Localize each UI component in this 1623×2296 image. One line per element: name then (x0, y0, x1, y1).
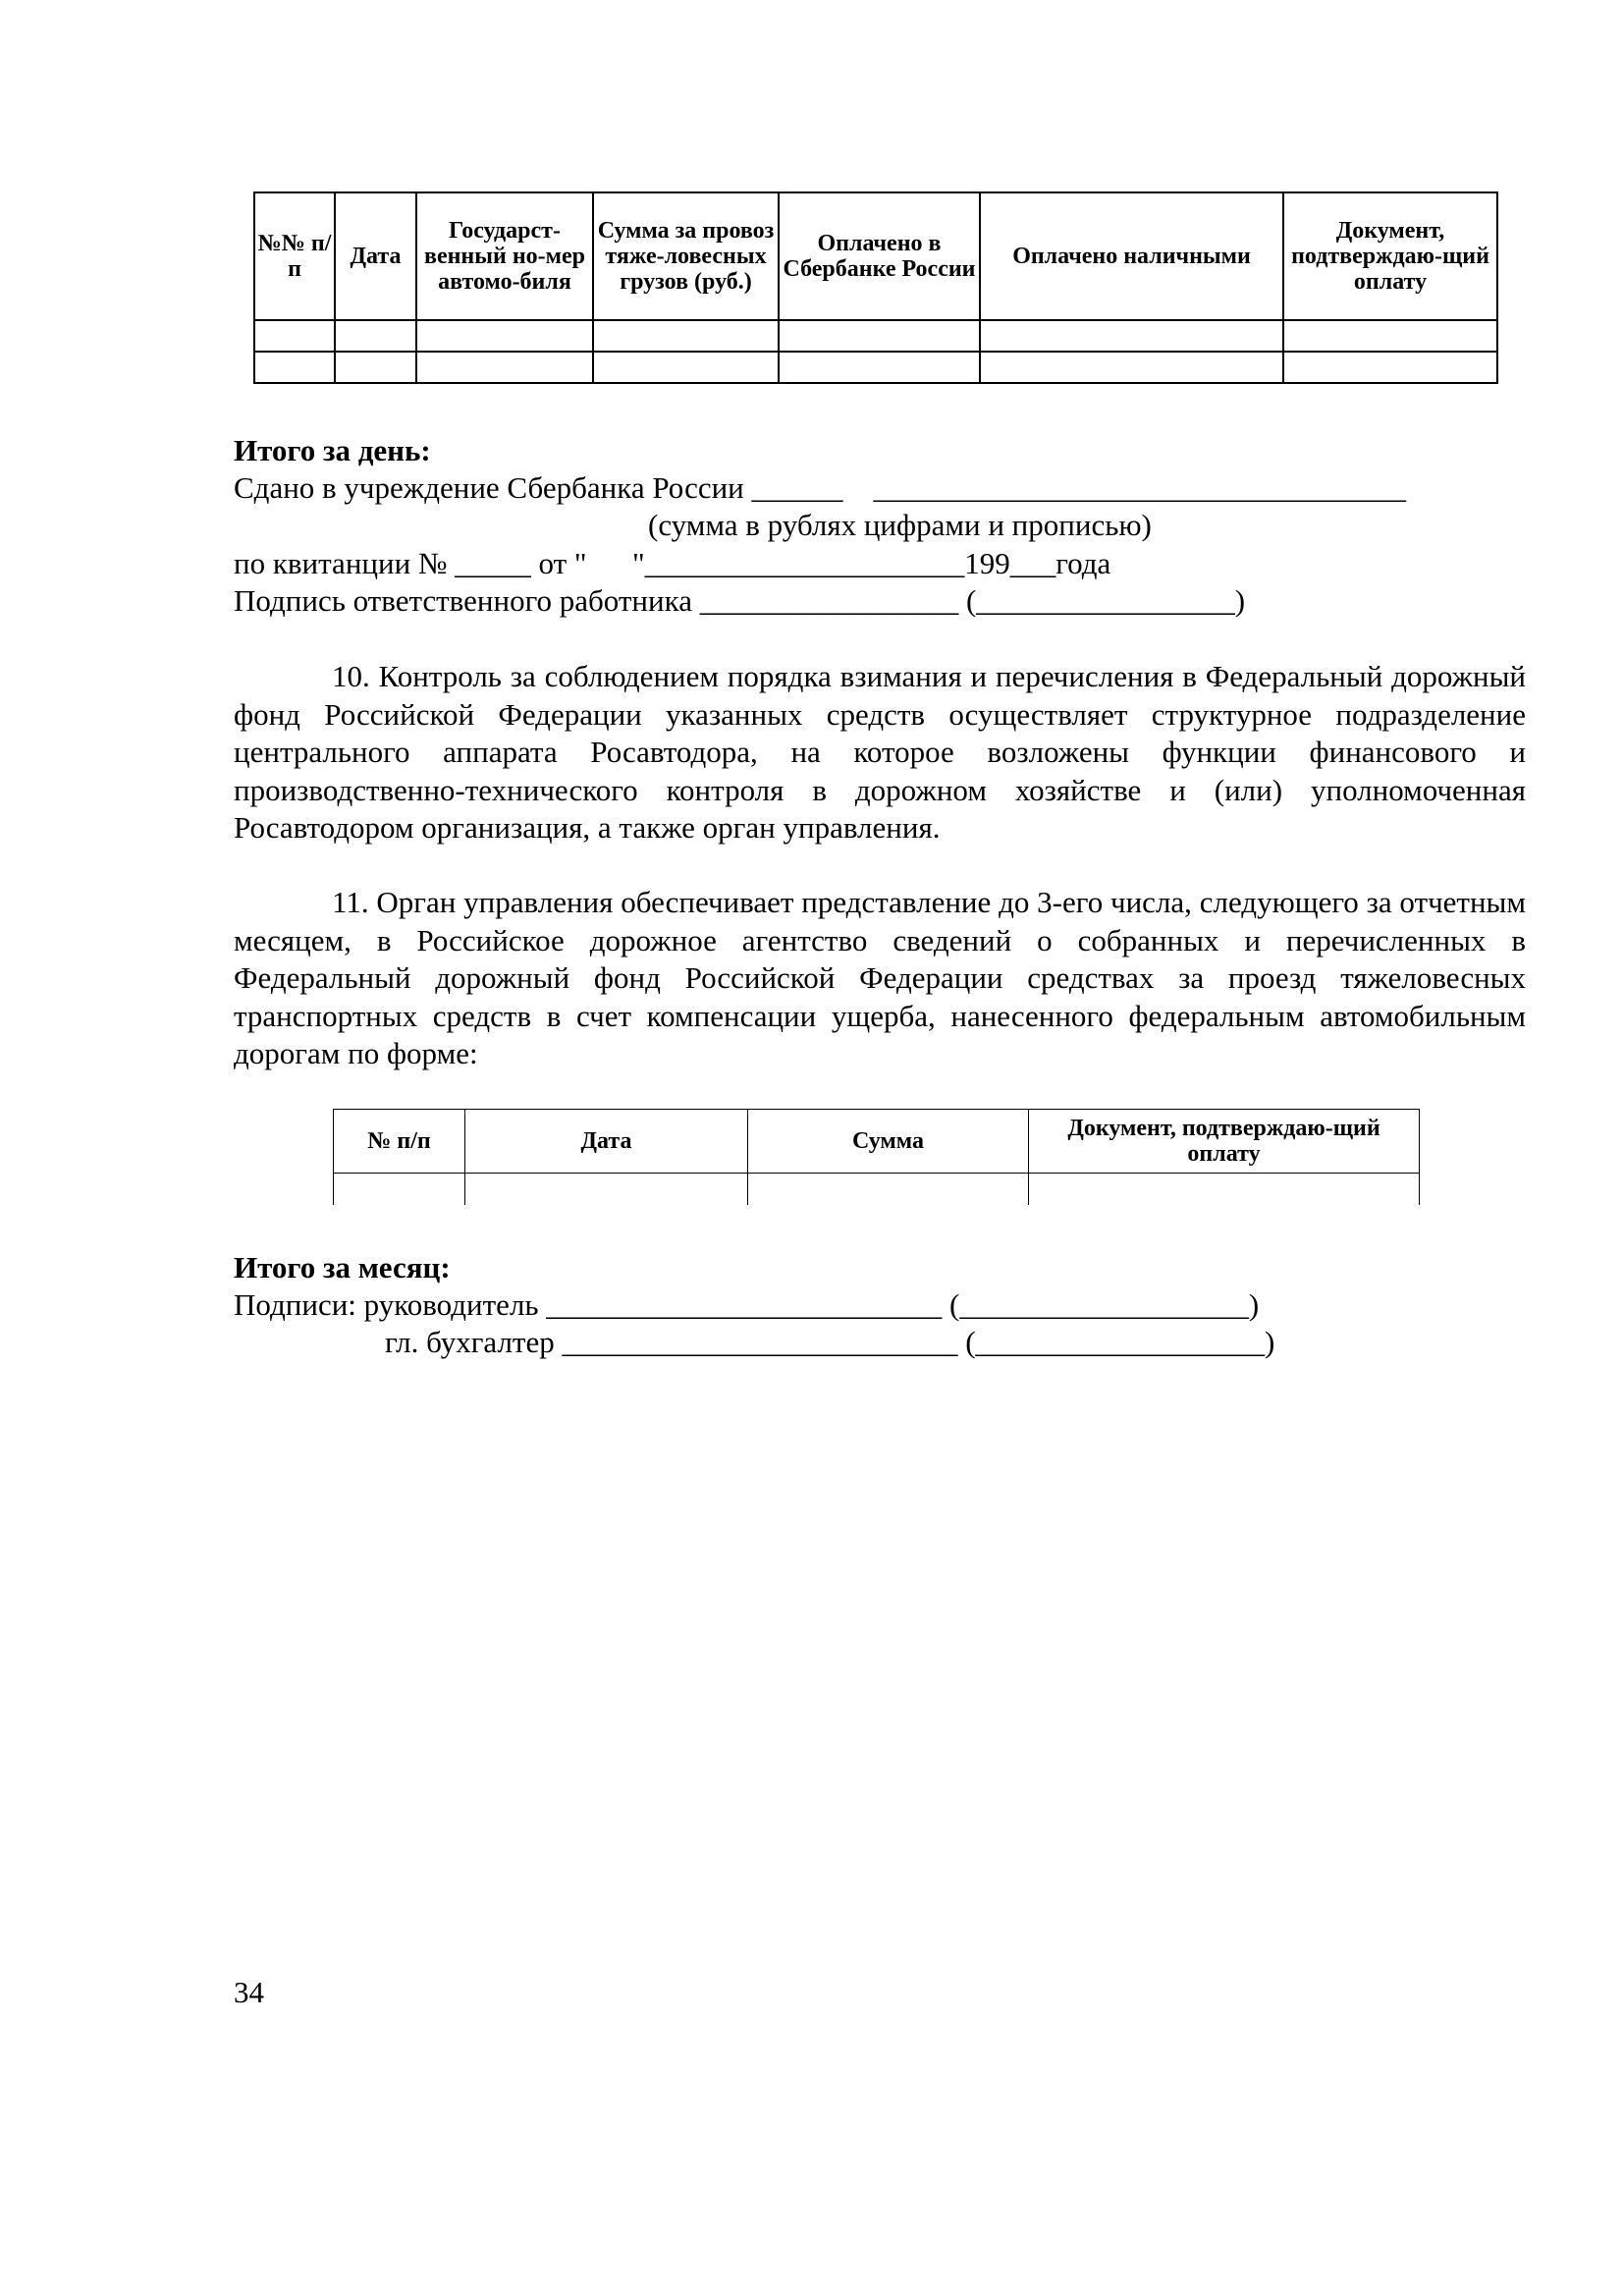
table-header-cell: Сумма (748, 1110, 1029, 1174)
table-cell (254, 352, 335, 383)
table-header-cell: № п/п (334, 1110, 465, 1174)
table-cell (254, 320, 335, 352)
table-cell (334, 1174, 465, 1206)
table-cell (748, 1174, 1029, 1206)
table-cell (593, 352, 779, 383)
table-cell (779, 352, 980, 383)
table-header-cell: Документ, подтверждаю-щий оплату (1283, 192, 1497, 320)
table-cell (335, 352, 416, 383)
table-cell (980, 352, 1283, 383)
paragraph-11: 11. Орган управления обеспечивает представление до 3-его числа, следующего за отчетным месяцем, в Российское дорожное агентство сведений о собранных и перечисленных в Федеральный дорожный фонд Российской Федерации средствах за проезд тяжеловесных транспортных средств в счет компенсации ущерба, нанесенного федеральным автомобильным дорогам по форме: (234, 885, 1526, 1070)
table-header-cell: Документ, подтверждаю-щий оплату (1029, 1110, 1420, 1174)
day-total-signature-line: Подпись ответственного работника _________________ (_________________) (234, 583, 1246, 618)
table-row (254, 320, 1497, 352)
payments-table (253, 191, 1498, 384)
table-cell (593, 320, 779, 352)
day-total-heading: Итого за день: (234, 433, 431, 467)
table-cell (980, 320, 1283, 352)
table-cell (1283, 352, 1497, 383)
table-header-row (334, 1110, 1420, 1174)
table-header-cell: Государст-венный но-мер автомо-биля (416, 192, 593, 320)
page-number: 34 (234, 1975, 264, 2009)
table-header-cell: Дата (465, 1110, 748, 1174)
table-cell (779, 320, 980, 352)
day-total-receipt-line: по квитанции № _____ от " "_____________________199___года (234, 546, 1111, 580)
table-cell (416, 352, 593, 383)
table-header-row (254, 192, 1497, 320)
day-total-deposit-line: Сдано в учреждение Сбербанка России ______ ___________________________________ (234, 470, 1407, 505)
day-total-amount-hint: (сумма в рублях цифрами и прописью) (648, 508, 1152, 542)
table-row (334, 1174, 1420, 1206)
table-cell (416, 320, 593, 352)
table-cell (335, 320, 416, 352)
table-cell (1029, 1174, 1420, 1206)
month-total-heading: Итого за месяц: (234, 1250, 451, 1285)
month-total-accountant-signature: гл. бухгалтер __________________________ (___________________) (385, 1325, 1275, 1359)
table-header-cell: Оплачено наличными (980, 192, 1283, 320)
table-row (254, 352, 1497, 383)
paragraph-10: 10. Контроль за соблюдением порядка взимания и перечисления в Федеральный дорожный фонд Российской Федерации указанных средств осуществляет структурное подразделение центрального аппарата Росавтодора, на которое возложены функции финансового и производственно-технического контроля в дорожном хозяйстве и (или) уполномоченная Росавтодором организация, а также орган управления. (234, 659, 1526, 845)
table-cell (465, 1174, 748, 1206)
table-header-cell: Сумма за провоз тяже-ловесных грузов (руб.) (593, 192, 779, 320)
monthly-report-table (333, 1109, 1420, 1205)
table-header-cell: Дата (335, 192, 416, 320)
table-header-cell: №№ п/п (254, 192, 335, 320)
month-total-director-signature: Подписи: руководитель __________________________ (___________________) (234, 1287, 1260, 1322)
table-cell (1283, 320, 1497, 352)
table-header-cell: Оплачено в Сбербанке России (779, 192, 980, 320)
